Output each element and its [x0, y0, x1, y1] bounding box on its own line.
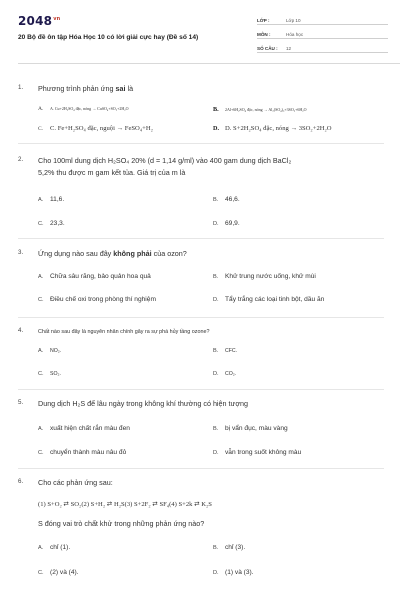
- option-text: CFC.: [225, 348, 238, 354]
- question-divider: [18, 238, 384, 239]
- option-text: NO₂.: [50, 348, 62, 354]
- option-text: 2Al+6H₂SO₄ đặc, nóng → Al₂(SO₄)₃+3SO₂+6H₂O: [225, 107, 307, 112]
- option-b[interactable]: [213, 273, 316, 280]
- option-b[interactable]: [213, 425, 288, 432]
- question-number: 3.: [18, 249, 24, 256]
- option-text: Tẩy trắng các loại tinh bột, dầu ăn: [225, 296, 325, 303]
- meta-value: Hóa học: [286, 31, 304, 37]
- question-text-part: là: [125, 84, 134, 93]
- option-text: D. S+2H₂SO₄ đặc, nóng → 3SO₂+2H₂O: [225, 125, 332, 132]
- question-text: Chất nào sau đây là nguyên nhân chính gây ra sự phá hủy tầng ozone?: [38, 329, 210, 335]
- option-a[interactable]: [38, 196, 64, 203]
- option-letter: A.: [38, 197, 44, 203]
- option-text: Chữa sâu răng, bảo quản hoa quả: [50, 273, 151, 280]
- option-text: Khử trung nước uống, khử mùi: [225, 273, 316, 280]
- meta-label: SỐ CÂU :: [257, 45, 278, 51]
- option-letter: B.: [213, 197, 219, 203]
- meta-row-count: [257, 42, 388, 53]
- option-a[interactable]: [38, 425, 130, 432]
- option-text: 23,3.: [50, 220, 65, 227]
- meta-label: MÔN :: [257, 31, 271, 37]
- question-text-part: Phương trình phản ứng: [38, 84, 116, 93]
- option-letter: B.: [213, 106, 219, 113]
- option-text: SO₂.: [50, 371, 61, 377]
- option-letter: A.: [38, 545, 44, 551]
- option-d[interactable]: [213, 371, 236, 377]
- reaction-list: (1) S+O₂ ⇄ SO₂(2) S+H₂ ⇄ H₂S(3) S+2F₂ ⇄ SF₄(4) S+2k ⇄ K₂S: [38, 501, 212, 508]
- meta-info: [257, 14, 388, 56]
- option-letter: B.: [213, 274, 219, 280]
- option-letter: C.: [38, 570, 44, 576]
- question-text: [38, 155, 383, 179]
- option-text: 69,9.: [225, 220, 240, 227]
- meta-value: Lớp 10: [286, 17, 301, 23]
- option-letter: B.: [213, 348, 219, 354]
- question-number: 2.: [18, 156, 24, 163]
- question-divider: [18, 317, 384, 318]
- question-text: [38, 83, 383, 95]
- option-text: bị vẩn đục, màu vàng: [225, 425, 288, 432]
- question-keyword: không phải: [113, 249, 152, 258]
- option-text: CO₂.: [225, 371, 237, 377]
- option-a[interactable]: [38, 106, 129, 112]
- question-text-line: Cho 100ml dung dịch H₂SO₄ 20% (d = 1,14 g/ml) vào 400 gam dung dịch BaCl₂: [38, 156, 292, 165]
- page-title: 20 Bộ đề ôn tập Hóa Học 10 có lời giải cực hay (Đề số 14): [18, 34, 199, 41]
- question-text-part: của ozon?: [151, 249, 187, 258]
- option-b[interactable]: [213, 106, 307, 113]
- meta-row-class: [257, 14, 388, 25]
- option-text: 46,6.: [225, 196, 240, 203]
- option-letter: C.: [38, 126, 44, 132]
- option-letter: D.: [213, 570, 219, 576]
- option-c[interactable]: [38, 296, 156, 303]
- option-text: A. Cu+2H₂SO₄ đặc, nóng → CuSO₄+SO₂+2H₂O: [50, 106, 129, 111]
- question-text-line: 5,2% thu được m gam kết tủa. Giá trị của m là: [38, 168, 186, 177]
- option-letter: D.: [213, 371, 219, 377]
- option-c[interactable]: [38, 220, 65, 227]
- option-letter: A.: [38, 106, 44, 112]
- option-d[interactable]: [213, 125, 332, 132]
- question-text: [38, 248, 383, 260]
- option-letter: B.: [213, 426, 219, 432]
- option-d[interactable]: [213, 220, 240, 227]
- option-a[interactable]: [38, 544, 70, 551]
- question-text: Cho các phản ứng sau:: [38, 478, 113, 487]
- question-number: 1.: [18, 84, 24, 91]
- option-a[interactable]: [38, 348, 61, 354]
- option-letter: D.: [213, 450, 219, 456]
- option-text: chỉ (3).: [225, 544, 246, 551]
- question-number: 6.: [18, 478, 24, 485]
- option-c[interactable]: [38, 569, 79, 576]
- option-text: Điều chế oxi trong phòng thí nghiệm: [50, 296, 156, 303]
- option-a[interactable]: [38, 273, 151, 280]
- question-divider: [18, 468, 384, 469]
- meta-row-subject: [257, 28, 388, 39]
- option-d[interactable]: [213, 296, 324, 303]
- option-text: vẫn trong suốt không màu: [225, 449, 302, 456]
- option-c[interactable]: [38, 371, 61, 377]
- question-number: 4.: [18, 327, 24, 334]
- option-text: chỉ (1).: [50, 544, 71, 551]
- header-divider: [18, 63, 400, 64]
- option-c[interactable]: [38, 449, 126, 456]
- option-text: xuất hiện chất rắn màu đen: [50, 425, 130, 432]
- option-d[interactable]: [213, 449, 301, 456]
- option-letter: C.: [38, 450, 44, 456]
- option-letter: C.: [38, 371, 44, 377]
- question-number: 5.: [18, 399, 24, 406]
- option-text: C. Fe+H₂SO₄ đặc, nguội → FeSO₄+H₂: [50, 125, 153, 132]
- question-text-part: Ứng dụng nào sau đây: [38, 249, 114, 258]
- question-text: Dung dịch H₂S để lâu ngày trong không khí thường có hiện tượng: [38, 399, 249, 408]
- question-divider: [18, 389, 384, 390]
- option-letter: D.: [213, 125, 220, 132]
- question-divider: [18, 143, 384, 144]
- option-text: 11,6.: [50, 196, 65, 203]
- option-c[interactable]: [38, 125, 153, 132]
- option-b[interactable]: [213, 544, 245, 551]
- page-header: [18, 14, 384, 64]
- option-letter: A.: [38, 274, 44, 280]
- option-letter: D.: [213, 297, 219, 303]
- site-logo[interactable]: $2048^{vn}$: [18, 14, 61, 28]
- option-d[interactable]: [213, 569, 254, 576]
- option-b[interactable]: [213, 348, 237, 354]
- option-letter: B.: [213, 545, 219, 551]
- meta-label: LỚP :: [257, 17, 270, 23]
- option-text: (2) và (4).: [50, 569, 79, 576]
- option-text: chuyển thành màu nâu đỏ: [50, 449, 127, 456]
- option-text: (1) và (3).: [225, 569, 254, 576]
- question-subtext: S đóng vai trò chất khử trong những phản ứng nào?: [38, 519, 205, 528]
- option-letter: A.: [38, 426, 44, 432]
- option-letter: C.: [38, 297, 44, 303]
- option-letter: A.: [38, 348, 44, 354]
- meta-value: 12: [286, 45, 292, 51]
- option-letter: D.: [213, 221, 219, 227]
- option-b[interactable]: [213, 196, 240, 203]
- option-letter: C.: [38, 221, 44, 227]
- question-keyword: sai: [115, 84, 126, 93]
